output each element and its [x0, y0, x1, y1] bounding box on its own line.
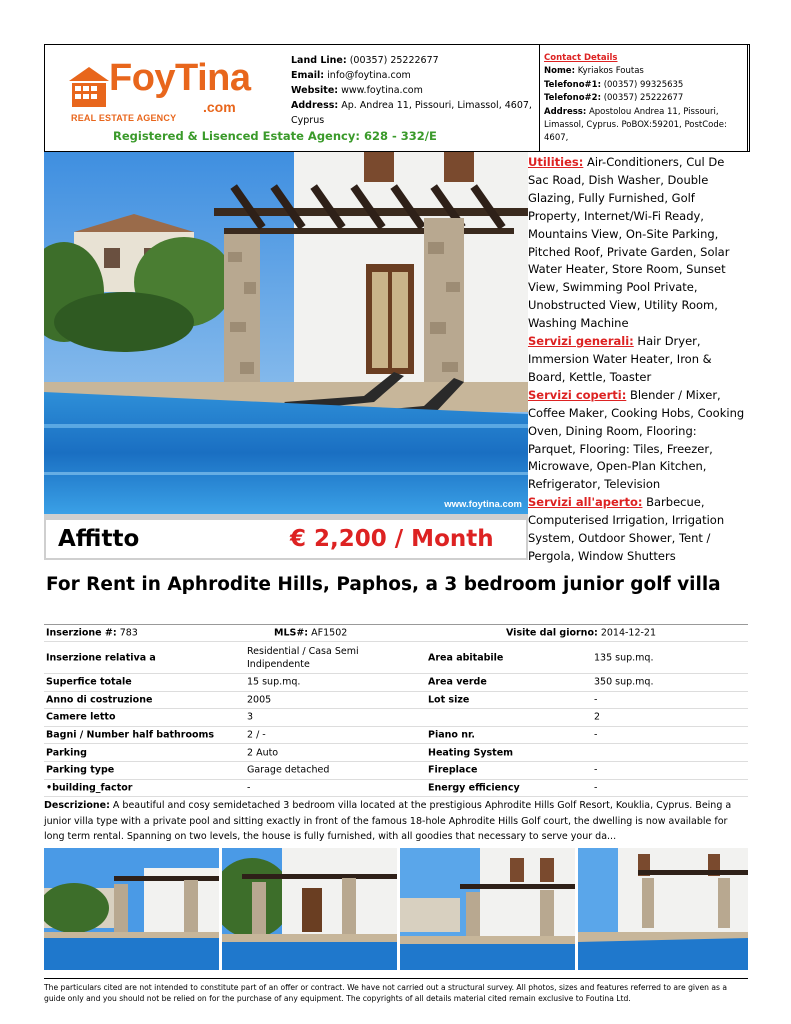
- detail-key: Camere letto: [46, 711, 116, 723]
- detail-value: 2005: [247, 694, 272, 706]
- detail-key: Fireplace: [428, 764, 478, 776]
- detail-key: Inserzione relativa a: [46, 652, 156, 663]
- description-label: Descrizione:: [44, 800, 110, 811]
- contact-address: Apostolou Andrea 11, Pissouri, Limassol, Cyprus. PoBOX:59201, PostCode: 4607,: [544, 106, 727, 144]
- detail-key: Anno di costruzione: [46, 694, 153, 706]
- indoor-services-label: Servizi coperti:: [528, 387, 627, 402]
- mls-number: AF1502: [311, 627, 348, 639]
- contact-name-label: Nome:: [544, 66, 575, 77]
- table-row: [44, 727, 748, 745]
- thumbnail[interactable]: [578, 848, 748, 970]
- listing-number-label: Inserzione #:: [46, 627, 117, 639]
- logo-domain: .com: [203, 99, 236, 115]
- detail-value: 135 sup.mq.: [594, 652, 654, 663]
- footer-disclaimer: The particulars cited are not intended to constitute part of an offer or contract. We have not carried out a structural survey. All photos, sizes and features referred to are given as a guide only and you should not be relied on for the purchase of any equipment. The copyrights of all details material cited remain exclusive to Foutina Ltd.: [44, 983, 728, 1004]
- detail-key: Area abitabile: [428, 652, 504, 663]
- table-row: [44, 780, 748, 798]
- detail-value: 15 sup.mq.: [247, 676, 301, 688]
- tel2: (00357) 25222677: [603, 93, 684, 104]
- thumbnail[interactable]: [222, 848, 397, 970]
- detail-value: 2: [594, 711, 601, 723]
- website-link[interactable]: www.foytina.com: [341, 85, 423, 96]
- listing-type: Affitto: [58, 526, 140, 552]
- detail-key: Area verde: [428, 676, 487, 688]
- email-link[interactable]: info@foytina.com: [327, 70, 411, 81]
- outdoor-services-label: Servizi all'aperto:: [528, 495, 643, 510]
- detail-value: Garage detached: [247, 764, 330, 776]
- tel1-label: Telefono#1:: [544, 79, 601, 90]
- description-text: A beautiful and cosy semidetached 3 bedroom villa located at the prestigious Aphrodite Hills Golf Resort, Kouklia, Cyprus. Being a junior villa type with a private pool and sitting exactly in front of the famous 18-hole Aphrodite Hills Golf court, the dwelling is now available for long term rental. Spanning on two levels, the house is fully furnished, with all goodies that necessary to serve your da...: [44, 800, 732, 843]
- land-line-label: Land Line:: [291, 55, 347, 66]
- detail-value: -: [594, 782, 598, 794]
- house-logo-icon: [69, 67, 109, 107]
- agency-contact: [283, 45, 541, 127]
- visit-date-label: Visite dal giorno:: [506, 627, 598, 639]
- listing-number: 783: [119, 627, 138, 639]
- detail-value: -: [247, 782, 251, 794]
- thumbnail[interactable]: [44, 848, 219, 970]
- thumbnail-gallery: [44, 848, 748, 970]
- description: [44, 798, 748, 845]
- photo-watermark: www.foytina.com: [444, 499, 522, 510]
- detail-key: Lot size: [428, 694, 470, 706]
- detail-key: Bagni / Number half bathrooms: [46, 729, 215, 741]
- agency-address: Ap. Andrea 11, Pissouri, Limassol, 4607, Cyprus: [291, 100, 532, 126]
- email-label: Email:: [291, 70, 325, 81]
- tel2-label: Telefono#2:: [544, 93, 601, 104]
- utilities-label: Utilities:: [528, 155, 584, 169]
- detail-key: Energy efficiency: [428, 782, 520, 794]
- detail-key: Piano nr.: [428, 729, 475, 741]
- contact-title: Contact Details: [544, 53, 618, 63]
- detail-key: Superfice totale: [46, 676, 132, 688]
- table-row: [44, 692, 748, 710]
- general-services-text: Hair Dryer, Immersion Water Heater, Iron & Board, Kettle, Toaster: [528, 334, 712, 384]
- features-list: [528, 154, 746, 566]
- tel1: (00357) 99325635: [603, 79, 684, 90]
- price: € 2,200 / Month: [290, 526, 494, 552]
- contact-name: Kyriakos Foutas: [577, 66, 644, 77]
- visit-date: 2014-12-21: [600, 627, 657, 639]
- detail-value: 2 Auto: [247, 747, 279, 759]
- indoor-services-text: Blender / Mixer, Coffee Maker, Cooking Hobs, Cooking Oven, Dining Room, Flooring: Parquet, Flooring: Tiles, Freezer, Microwave, Open-Plan Kitchen, Refrigerator, Television: [528, 387, 745, 492]
- general-services-label: Servizi generali:: [528, 334, 634, 349]
- mls-label: MLS#:: [274, 627, 309, 639]
- detail-key: Parking type: [46, 764, 115, 776]
- main-photo: [44, 152, 528, 514]
- outdoor-services-text: Barbecue, Computerised Irrigation, Irrigation System, Outdoor Shower, Tent / Pergola, Window Shutters: [528, 495, 725, 563]
- table-row: [44, 762, 748, 780]
- table-row: [44, 744, 748, 762]
- listing-title: For Rent in Aphrodite Hills, Paphos, a 3 bedroom junior golf villa: [46, 574, 721, 595]
- address-label: Address:: [291, 100, 339, 111]
- detail-key: Heating System: [428, 747, 514, 759]
- footer-divider: [44, 978, 748, 979]
- table-row: [44, 624, 748, 642]
- logo-tagline: REAL ESTATE AGENCY: [71, 113, 177, 123]
- logo-brand: FoyTina: [109, 57, 251, 99]
- land-line: (00357) 25222677: [349, 55, 439, 66]
- table-row: [44, 642, 748, 674]
- contact-address-label: Address:: [544, 106, 587, 117]
- price-bar: [44, 514, 528, 560]
- thumbnail[interactable]: [400, 848, 575, 970]
- detail-value: 3: [247, 711, 254, 723]
- detail-value: -: [594, 694, 598, 706]
- utilities-text: Air-Conditioners, Cul De Sac Road, Dish Washer, Double Glazing, Fully Furnished, Golf Property, Internet/Wi-Fi Ready, Mountains View, On-Site Parking, Pitched Roof, Private Garden, Solar Water Heater, Store Room, Sunset View, Swimming Pool Private, Unobstructed View, Utility Room, Washing Machine: [528, 155, 730, 331]
- header: [44, 44, 748, 152]
- detail-value: -: [594, 729, 598, 741]
- villa-pool-photo: [44, 152, 528, 514]
- website-label: Website:: [291, 85, 339, 96]
- table-row: [44, 709, 748, 727]
- detail-key: •building_factor: [46, 782, 133, 794]
- details-table: [44, 624, 748, 797]
- table-row: [44, 674, 748, 692]
- detail-key: Parking: [46, 747, 87, 759]
- detail-value: Residential / Casa Semi Indipendente: [247, 645, 359, 670]
- detail-value: -: [594, 764, 598, 776]
- company-logo: [51, 51, 279, 127]
- contact-details: [539, 44, 750, 152]
- registered-agency: Registered & Lisenced Estate Agency: 628 - 332/E: [113, 129, 437, 143]
- detail-value: 2 / -: [247, 729, 266, 741]
- detail-value: 350 sup.mq.: [594, 676, 654, 688]
